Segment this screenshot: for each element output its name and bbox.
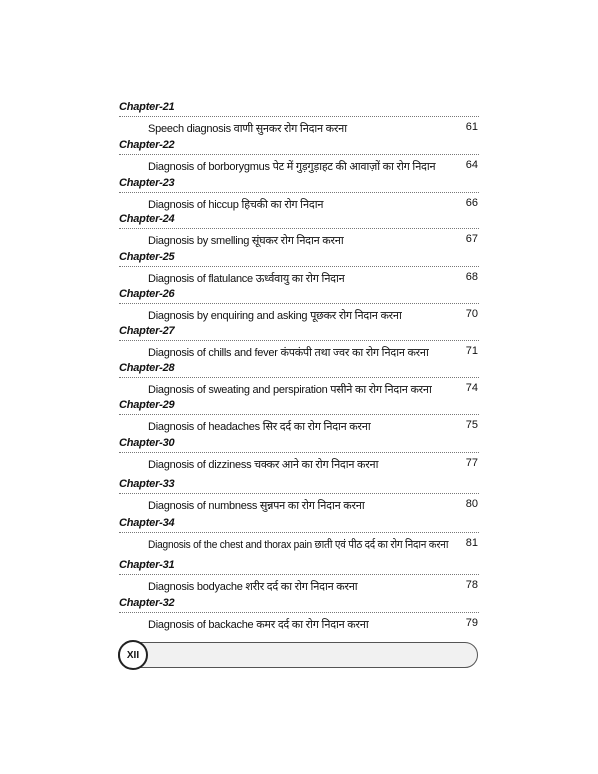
divider xyxy=(119,266,479,267)
entry-title: Diagnosis of borborygmus पेट में गुड़गुड़ाहट की आवाज़ों का रोग निदान xyxy=(148,161,436,173)
chapter-label: Chapter-34 xyxy=(119,517,175,529)
divider xyxy=(119,192,479,193)
entry-page-number: 66 xyxy=(465,197,478,209)
chapter-label: Chapter-21 xyxy=(119,101,175,113)
entry-page-number: 70 xyxy=(465,308,478,320)
entry-title: Diagnosis by enquiring and asking पूछकर रोग निदान करना xyxy=(148,310,402,322)
footer-bar xyxy=(118,642,478,668)
page-number: XII xyxy=(126,649,140,661)
entry-title: Diagnosis of sweating and perspiration पसीने का रोग निदान करना xyxy=(148,384,432,396)
chapter-label: Chapter-27 xyxy=(119,325,175,337)
divider xyxy=(119,574,479,575)
divider xyxy=(119,532,479,533)
entry-page-number: 80 xyxy=(465,498,478,510)
entry-page-number: 68 xyxy=(465,271,478,283)
chapter-label: Chapter-23 xyxy=(119,177,175,189)
divider xyxy=(119,303,479,304)
chapter-label: Chapter-30 xyxy=(119,437,175,449)
entry-page-number: 75 xyxy=(465,419,478,431)
divider xyxy=(119,612,479,613)
divider xyxy=(119,493,479,494)
divider xyxy=(119,340,479,341)
entry-title: Diagnosis of dizziness चक्कर आने का रोग निदान करना xyxy=(148,459,379,471)
entry-title: Diagnosis of headaches सिर दर्द का रोग निदान करना xyxy=(148,421,371,433)
chapter-label: Chapter-32 xyxy=(119,597,175,609)
page-number-badge xyxy=(118,640,148,670)
divider xyxy=(119,154,479,155)
chapter-label: Chapter-25 xyxy=(119,251,175,263)
entry-page-number: 67 xyxy=(465,233,478,245)
entry-page-number: 64 xyxy=(465,159,478,171)
entry-title: Diagnosis of numbness सुन्नपन का रोग निदान करना xyxy=(148,500,365,512)
divider xyxy=(119,228,479,229)
chapter-label: Chapter-31 xyxy=(119,559,175,571)
entry-title: Diagnosis of the chest and thorax pain छाती एवं पीठ दर्द का रोग निदान करना xyxy=(148,539,449,551)
entry-page-number: 71 xyxy=(465,345,478,357)
chapter-label: Chapter-33 xyxy=(119,478,175,490)
entry-page-number: 78 xyxy=(465,579,478,591)
entry-page-number: 61 xyxy=(465,121,478,133)
divider xyxy=(119,116,479,117)
divider xyxy=(119,414,479,415)
entry-title: Diagnosis by smelling सूंघकर रोग निदान करना xyxy=(148,235,344,247)
entry-title: Diagnosis of hiccup हिचकी का रोग निदान xyxy=(148,199,324,211)
chapter-label: Chapter-29 xyxy=(119,399,175,411)
chapter-label: Chapter-22 xyxy=(119,139,175,151)
entry-page-number: 79 xyxy=(465,617,478,629)
entry-title: Diagnosis of flatulance ऊर्ध्ववायु का रोग निदान xyxy=(148,273,345,285)
divider xyxy=(119,377,479,378)
entry-page-number: 81 xyxy=(465,537,478,549)
chapter-label: Chapter-24 xyxy=(119,213,175,225)
divider xyxy=(119,452,479,453)
entry-page-number: 74 xyxy=(465,382,478,394)
chapter-label: Chapter-26 xyxy=(119,288,175,300)
entry-page-number: 77 xyxy=(465,457,478,469)
entry-title: Diagnosis of chills and fever कंपकंपी तथा ज्वर का रोग निदान करना xyxy=(148,347,429,359)
entry-title: Speech diagnosis वाणी सुनकर रोग निदान करना xyxy=(148,123,347,135)
entry-title: Diagnosis of backache कमर दर्द का रोग निदान करना xyxy=(148,619,369,631)
entry-title: Diagnosis bodyache शरीर दर्द का रोग निदान करना xyxy=(148,581,358,593)
chapter-label: Chapter-28 xyxy=(119,362,175,374)
